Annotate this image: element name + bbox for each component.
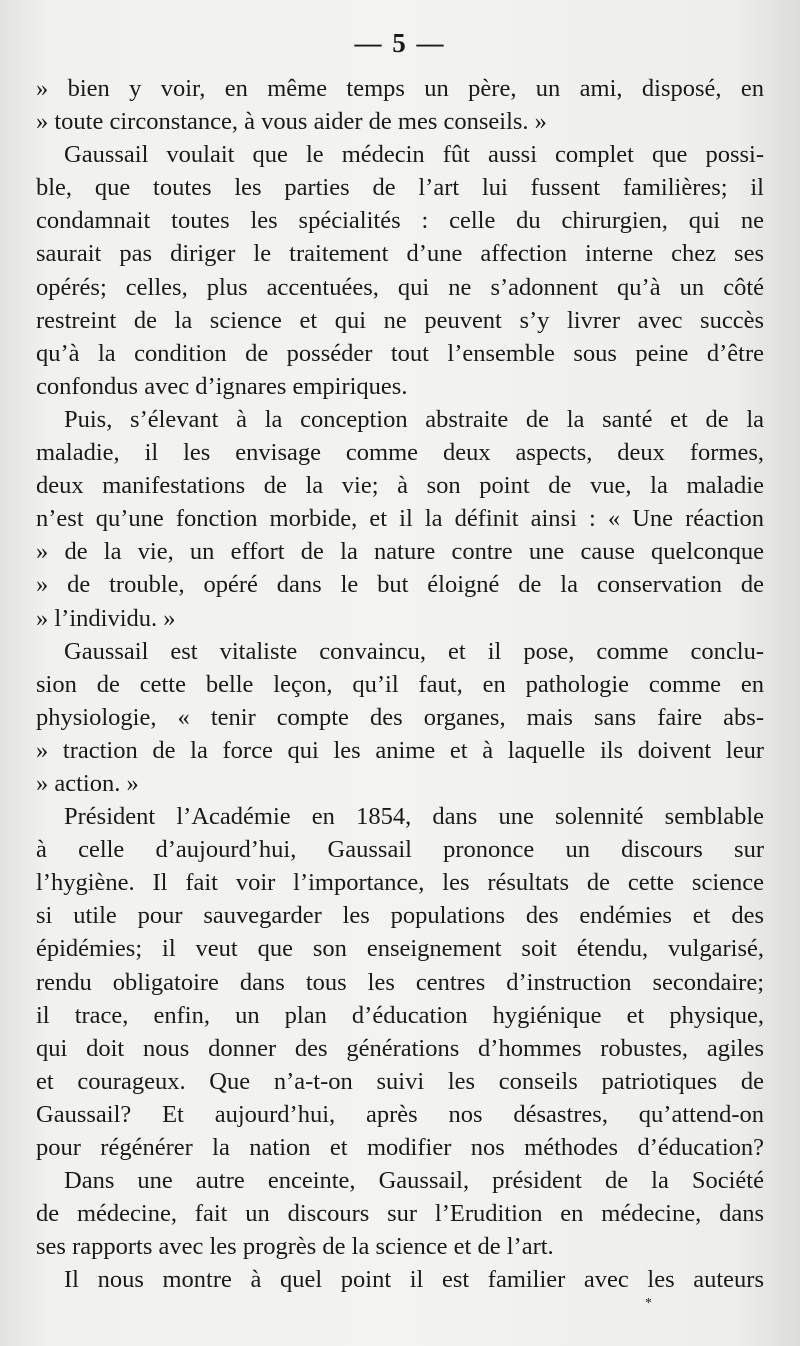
text-line: si utile pour sauvegarder les populations des endémies et des <box>36 902 764 930</box>
text-line: Gaussail? Et aujourd’hui, après nos désastres, qu’attend-on <box>36 1100 764 1128</box>
text-line: saurait pas diriger le traitement d’une affection interne chez ses <box>36 240 764 268</box>
text-line: opérés; celles, plus accentuées, qui ne s’adonnent qu’à un côté <box>36 273 764 301</box>
body-text <box>36 72 764 1296</box>
text-line: confondus avec d’ignares empiriques. <box>36 372 408 400</box>
signature-mark: * <box>645 1296 652 1311</box>
text-line: à celle d’aujourd’hui, Gaussail prononce un discours sur <box>36 836 764 864</box>
text-line: l’hygiène. Il fait voir l’importance, les résultats de cette science <box>36 869 764 897</box>
text-line: » de la vie, un effort de la nature contre une cause quelconque <box>36 538 764 566</box>
text-line: il trace, enfin, un plan d’éducation hygiénique et physique, <box>36 1001 764 1029</box>
text-line: épidémies; il veut que son enseignement soit étendu, vulgarisé, <box>36 935 764 963</box>
page-number: — 5 — <box>354 28 446 58</box>
text-line: ble, que toutes les parties de l’art lui fussent familières; il <box>36 174 764 202</box>
text-line: physiologie, « tenir compte des organes, mais sans faire abs- <box>36 703 764 731</box>
text-line: condamnait toutes les spécialités : celle du chirurgien, qui ne <box>36 207 764 235</box>
text-line: de médecine, fait un discours sur l’Erudition en médecine, dans <box>36 1200 764 1228</box>
text-line: » l’individu. » <box>36 604 176 632</box>
text-line: » toute circonstance, à vous aider de mes conseils. » <box>36 108 547 136</box>
text-line: Président l’Académie en 1854, dans une solennité semblable <box>64 803 764 831</box>
text-line: sion de cette belle leçon, qu’il faut, en pathologie comme en <box>36 670 764 698</box>
text-line: ses rapports avec les progrès de la science et de l’art. <box>36 1233 554 1261</box>
text-line: » de trouble, opéré dans le but éloigné de la conservation de <box>36 571 764 599</box>
text-line: Il nous montre à quel point il est familier avec les auteurs <box>64 1266 764 1294</box>
text-line: restreint de la science et qui ne peuvent s’y livrer avec succès <box>36 306 764 334</box>
text-line: » action. » <box>36 769 139 797</box>
text-line: » bien y voir, en même temps un père, un ami, disposé, en <box>36 75 764 102</box>
text-line: et courageux. Que n’a-t-on suivi les conseils patriotiques de <box>36 1067 764 1095</box>
text-line: » traction de la force qui les anime et à laquelle ils doivent leur <box>36 736 764 764</box>
text-line: Puis, s’élevant à la conception abstraite de la santé et de la <box>64 405 764 433</box>
text-line: Gaussail est vitaliste convaincu, et il pose, comme conclu- <box>64 637 764 665</box>
text-line: n’est qu’une fonction morbide, et il la définit ainsi : « Une réaction <box>36 505 764 533</box>
text-line: pour régénérer la nation et modifier nos méthodes d’éducation? <box>36 1134 764 1161</box>
text-line: Gaussail voulait que le médecin fût aussi complet que possi- <box>64 141 764 169</box>
text-line: qui doit nous donner des générations d’hommes robustes, agiles <box>36 1034 764 1062</box>
text-line: rendu obligatoire dans tous les centres d’instruction secondaire; <box>36 968 764 996</box>
text-line: qu’à la condition de posséder tout l’ensemble sous peine d’être <box>36 339 764 367</box>
text-line: deux manifestations de la vie; à son point de vue, la maladie <box>36 472 764 500</box>
text-line: Dans une autre enceinte, Gaussail, président de la Société <box>64 1167 764 1195</box>
text-line: maladie, il les envisage comme deux aspects, deux formes, <box>36 439 764 467</box>
